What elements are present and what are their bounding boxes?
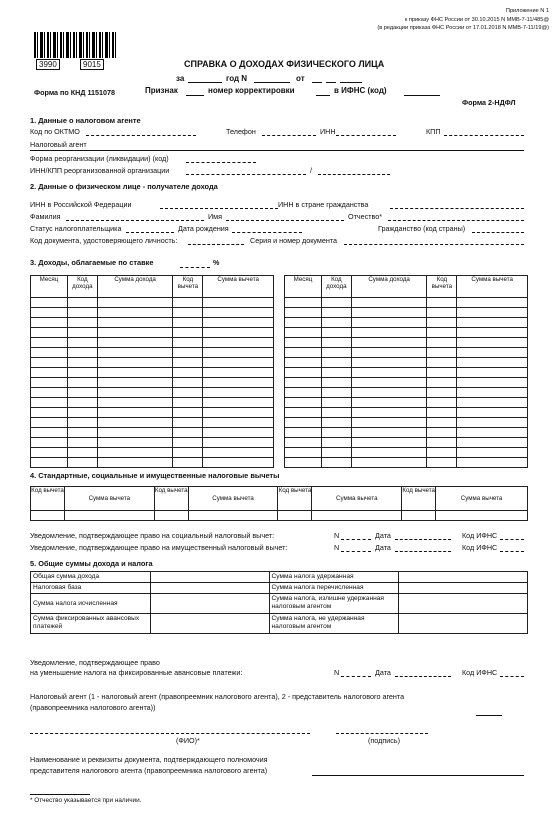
table-row[interactable] [285,408,528,418]
field-advance-date[interactable] [395,676,451,677]
label-tax-transferred: Сумма налога перечисленная [269,583,399,594]
table-row[interactable] [31,511,528,521]
barcode-right-number: 9015 [80,59,104,70]
label-date: Дата [375,543,391,552]
label-fixed-advance: Сумма фиксированных авансовых платежей [31,614,151,634]
table-row[interactable] [31,428,274,438]
footnote-divider [30,794,90,795]
appendix-line-3: (в редакции приказа ФНС России от 17.01.2018 N ММВ-7-11/19@) [377,25,549,31]
authority-doc-line-2: представителя налогового агента (правопреемника налогового агента) [30,766,268,775]
field-tax-agent[interactable] [30,150,524,151]
field-citizenship[interactable] [472,232,524,233]
field-tax-rate[interactable] [180,267,210,268]
field-inn-rf[interactable] [160,208,278,209]
table-row[interactable] [31,458,274,468]
field-kpp[interactable] [444,135,524,136]
label-tax-agent: Налоговый агент [30,140,87,149]
table-row[interactable] [285,358,528,368]
col-month: Месяц [31,276,68,298]
field-property-date[interactable] [395,551,451,552]
table-row[interactable] [31,388,274,398]
field-oktmo[interactable] [86,135,196,136]
notice-social: Уведомление, подтверждающее право на социальный налоговый вычет: [30,531,275,540]
income-table-left [30,275,274,468]
label-name: Имя [208,212,222,221]
table-row [31,614,528,634]
table-row[interactable] [285,328,528,338]
label-fio: (ФИО)* [176,736,200,745]
authority-doc-line-1: Наименование и реквизиты документа, подтверждающего полномочия [30,755,268,764]
field-reorg-form[interactable] [186,162,256,163]
label-agent-inn: ИНН [320,127,336,136]
table-row[interactable] [285,348,528,358]
label-doc-series: Серия и номер документа [250,236,338,245]
label-ifns-code: Код ИФНС [462,668,498,677]
col-deduction-code: Код вычета [278,487,312,511]
table-row[interactable] [31,398,274,408]
field-property-ifns[interactable] [500,551,524,552]
notice-advance-line-1: Уведомление, подтверждающее право [30,658,160,667]
label-n: N [334,531,340,540]
label-n: N [334,668,340,677]
table-row [31,583,528,594]
barcode-bars [34,32,118,58]
label-doc-code: Код документа, удостоверяющего личность: [30,236,178,245]
label-date: Дата [375,531,391,540]
label-date: Дата [375,668,391,677]
section-2-title: 2. Данные о физическом лице - получателе дохода [30,182,218,191]
value-tax-not-withheld[interactable] [399,614,528,634]
slash-separator: / [310,166,312,175]
notice-property: Уведомление, подтверждающее право на имущественный налоговый вычет: [30,543,288,552]
table-row[interactable] [31,348,274,358]
table-row[interactable] [31,378,274,388]
col-deduction-code: Код вычета [173,276,203,298]
field-signature[interactable] [336,733,428,734]
table-row[interactable] [285,418,528,428]
table-row[interactable] [31,358,274,368]
field-surname[interactable] [66,220,204,221]
label-za: за [176,74,185,83]
field-advance-n[interactable] [341,676,371,677]
label-ifns-code: в ИФНС (код) [334,86,387,95]
table-row[interactable] [285,388,528,398]
label-citizenship: Гражданство (код страны) [378,224,466,233]
knd-code: Форма по КНД 1151078 [34,88,116,97]
label-tax-not-withheld: Сумма налога, не удержанная налоговым агентом [269,614,399,634]
table-row[interactable] [31,448,274,458]
col-deduction-sum: Сумма вычета [436,487,528,511]
col-deduction-sum: Сумма вычета [457,276,528,298]
label-birth-date: Дата рождения [178,224,229,233]
form-name: Форма 2-НДФЛ [462,98,516,107]
field-property-n[interactable] [341,551,371,552]
appendix-line-1: Приложение N 1 [505,8,549,14]
col-month: Месяц [285,276,322,298]
table-row[interactable] [31,418,274,428]
field-agent-type[interactable] [476,715,502,716]
col-deduction-code: Код вычета [427,276,457,298]
col-deduction-sum: Сумма вычета [64,487,154,511]
label-surname: Фамилия [30,212,61,221]
table-row[interactable] [31,308,274,318]
totals-table [30,571,528,634]
field-advance-ifns[interactable] [500,676,524,677]
label-oktmo: Код по ОКТМО [30,127,80,136]
table-row[interactable] [31,318,274,328]
table-row[interactable] [285,398,528,408]
table-row[interactable] [285,428,528,438]
label-tax-overwithheld: Сумма налога, излишне удержанная налоговым агентом [269,594,399,614]
label-n: N [334,543,340,552]
label-ifns-code: Код ИФНС [462,543,498,552]
document-title: СПРАВКА О ДОХОДАХ ФИЗИЧЕСКОГО ЛИЦА [184,59,385,69]
col-deduction-code: Код вычета [402,487,436,511]
label-status: Статус налогоплательщика [30,224,122,233]
field-social-n[interactable] [341,539,371,540]
label-tax-withheld: Сумма налога удержанная [269,572,399,583]
table-row[interactable] [285,458,528,468]
table-row[interactable] [285,308,528,318]
table-row[interactable] [285,338,528,348]
field-social-ifns[interactable] [500,539,524,540]
section-4-title: 4. Стандартные, социальные и имущественные налоговые вычеты [30,471,280,480]
value-tax-base[interactable] [150,583,269,594]
field-status[interactable] [126,232,174,233]
label-phone: Телефон [226,127,256,136]
table-row[interactable] [285,438,528,448]
field-reorg-inn[interactable] [186,174,306,175]
label-patronymic: Отчество* [348,212,383,221]
table-row[interactable] [285,298,528,308]
label-priznak: Признак [145,86,178,95]
table-row[interactable] [285,448,528,458]
agent-type-line-1: Налоговый агент (1 - налоговый агент (правопреемник налогового агента), 2 - представитель налогового агента [30,692,405,701]
value-total-income[interactable] [150,572,269,583]
table-row[interactable] [31,438,274,448]
section-3-title: 3. Доходы, облагаемые по ставке [30,258,154,267]
label-ot: от [296,74,305,83]
field-patronymic[interactable] [388,220,524,221]
table-row[interactable] [31,328,274,338]
barcode [34,32,118,68]
field-fio[interactable] [30,733,310,734]
table-row [31,572,528,583]
field-doc-code[interactable] [188,244,244,245]
field-authority-doc[interactable] [312,775,524,776]
col-deduction-code: Код вычета [31,487,65,511]
col-deduction-code: Код вычета [154,487,188,511]
col-deduction-sum: Сумма вычета [188,487,278,511]
label-god-n: год N [226,74,248,83]
field-agent-inn[interactable] [336,135,396,136]
value-tax-overwithheld[interactable] [399,594,528,614]
label-reorg-innkpp: ИНН/КПП реорганизованной организации [30,166,170,175]
table-row[interactable] [31,298,274,308]
field-phone[interactable] [262,135,316,136]
value-tax-withheld[interactable] [399,572,528,583]
table-row [31,594,528,614]
value-tax-transferred[interactable] [399,583,528,594]
field-inn-foreign[interactable] [390,208,524,209]
label-signature: (подпись) [368,736,400,745]
label-tax-base: Налоговая база [31,583,151,594]
table-row[interactable] [285,318,528,328]
table-row[interactable] [285,378,528,388]
footnote: * Отчество указывается при наличии. [30,797,142,804]
appendix-line-2: к приказу ФНС России от 30.10.2015 N ММВ-7-11/485@ [404,17,549,23]
label-correction-number: номер корректировки [208,86,295,95]
col-income-sum: Сумма дохода [351,276,427,298]
table-row[interactable] [285,368,528,378]
field-social-date[interactable] [395,539,451,540]
barcode-left-number: 3990 [36,59,60,70]
value-fixed-advance[interactable] [150,614,269,634]
field-name[interactable] [226,220,344,221]
label-total-income: Общая сумма дохода [31,572,151,583]
section-5-title: 5. Общие суммы дохода и налога [30,559,153,568]
label-reorg-form: Форма реорганизации (ликвидации) (код) [30,154,169,163]
field-doc-series[interactable] [344,244,524,245]
label-tax-calculated: Сумма налога исчисленная [31,594,151,614]
agent-type-line-2: (правопреемника налогового агента)) [30,703,156,712]
col-deduction-sum: Сумма вычета [312,487,402,511]
label-kpp: КПП [426,127,441,136]
section-1-title: 1. Данные о налоговом агенте [30,116,141,125]
col-deduction-sum: Сумма вычета [203,276,274,298]
col-income-code: Код дохода [67,276,97,298]
table-row[interactable] [31,338,274,348]
label-inn-foreign: ИНН в стране гражданства [278,200,369,209]
col-income-sum: Сумма дохода [97,276,173,298]
income-table-right [284,275,528,468]
col-income-code: Код дохода [321,276,351,298]
percent-sign: % [213,258,220,267]
label-ifns-code: Код ИФНС [462,531,498,540]
table-row[interactable] [31,368,274,378]
field-reorg-kpp[interactable] [318,174,390,175]
deductions-table [30,486,528,521]
field-birth-date[interactable] [232,232,302,233]
notice-advance-line-2: на уменьшение налога на фиксированные авансовые платежи: [30,668,243,677]
label-inn-rf: ИНН в Российской Федерации [30,200,132,209]
table-row[interactable] [31,408,274,418]
value-tax-calculated[interactable] [150,594,269,614]
